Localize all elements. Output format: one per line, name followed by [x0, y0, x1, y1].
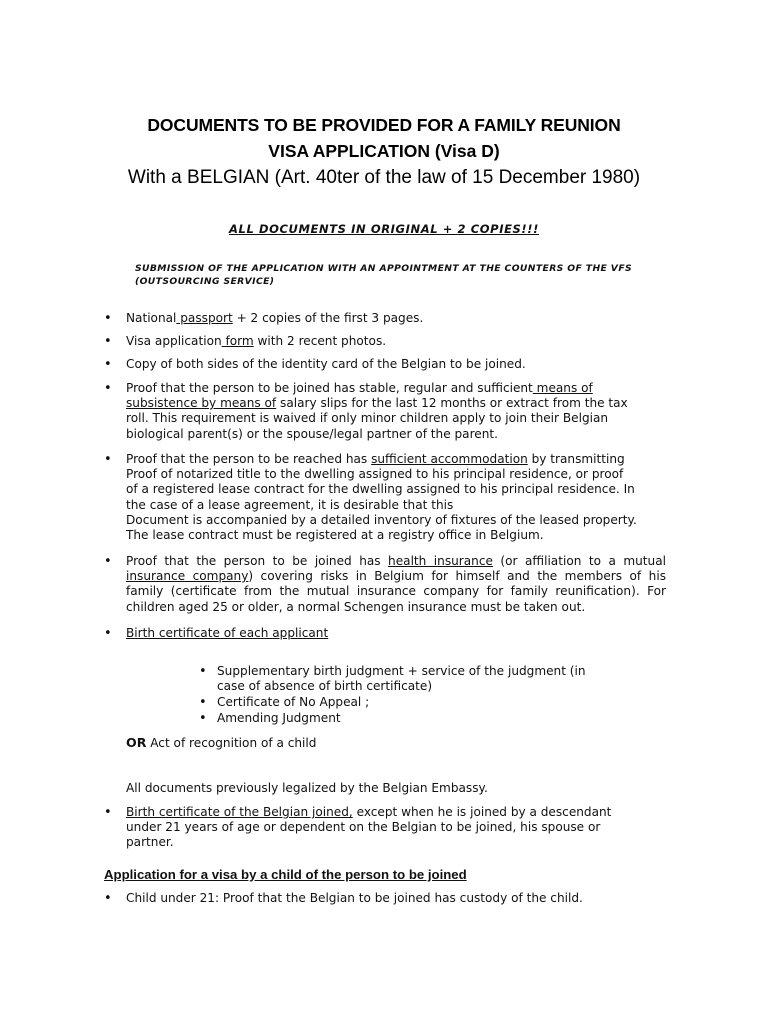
bullet-icon: •	[104, 805, 112, 820]
bullet-icon: •	[104, 891, 112, 906]
child-section-heading: Application for a visa by a child of the person to be joined	[104, 867, 467, 882]
submission-line-2: (OUTSOURCING SERVICE)	[135, 276, 275, 287]
bullet-icon: •	[199, 664, 207, 679]
bullet-icon: •	[199, 695, 207, 710]
submission-line-1: SUBMISSION OF THE APPLICATION WITH AN APPOINTMENT AT THE COUNTERS OF THE VFS	[135, 263, 633, 274]
document-title	[0, 112, 768, 192]
list-item-child-custody: Child under 21: Proof that the Belgian to be joined has custody of the child.	[126, 891, 583, 905]
bullet-icon: •	[104, 357, 112, 372]
legalized-note: All documents previously legalized by the Belgian Embassy.	[126, 781, 488, 795]
list-item-insurance: Proof that the person to be joined has health insurance (or affiliation to a mutual insurance company) covering risks in Belgium for himself and the members of his family (certificate from the mutual insurance company for family reunification). For children aged 25 or older, a normal Schengen insurance must be taken out.	[126, 554, 666, 614]
list-item-id-card: Copy of both sides of the identity card of the Belgian to be joined.	[126, 357, 526, 371]
list-item-passport: National passport + 2 copies of the first 3 pages.	[126, 311, 424, 325]
sub-item-birth-judgment: Supplementary birth judgment + service of the judgment (in case of absence of birth certificate)	[217, 664, 586, 694]
bullet-icon: •	[199, 711, 207, 726]
bullet-icon: •	[104, 554, 112, 569]
bullet-icon: •	[104, 452, 112, 467]
title-line-3: With a BELGIAN (Art. 40ter of the law of 15 December 1980)	[127, 167, 641, 188]
bullet-icon: •	[104, 626, 112, 641]
sub-item-no-appeal: Certificate of No Appeal ;	[217, 695, 370, 709]
bullet-icon: •	[104, 311, 112, 326]
list-item-belgian-birth-certificate: Birth certificate of the Belgian joined, except when he is joined by a descendant under 21 years of age or dependent on the Belgian to be joined, his spouse or partner.	[126, 805, 612, 850]
bullet-icon: •	[104, 381, 112, 396]
title-line-1: DOCUMENTS TO BE PROVIDED FOR A FAMILY REUNION	[147, 115, 621, 135]
submission-notice	[135, 262, 675, 288]
list-item-birth-certificate: Birth certificate of each applicant	[126, 626, 329, 640]
bullet-icon: •	[104, 334, 112, 349]
list-item-accommodation: Proof that the person to be reached has sufficient accommodation by transmitting Proof of notarized title to the dwelling assigned to his principal residence, or proof of a registered lease contract for the dwelling assigned to his principal residence. In the case of a lease agreement, it is desirable that this Document is accompanied by a detailed inventory of fixtures of the leased property. The lease contract must be registered at a registry office in Belgium.	[126, 452, 637, 543]
originals-notice: ALL DOCUMENTS IN ORIGINAL + 2 COPIES!!!	[229, 222, 539, 236]
list-item-subsistence: Proof that the person to be joined has stable, regular and sufficient means of subsistence by means of salary slips for the last 12 months or extract from the tax roll. This requirement is waived if only minor children apply to join their Belgian biological parent(s) or the spouse/legal partner of the parent.	[126, 381, 628, 441]
sub-item-amending-judgment: Amending Judgment	[217, 711, 341, 725]
title-line-2: VISA APPLICATION (Visa D)	[268, 141, 500, 161]
or-recognition-line: OR Act of recognition of a child	[126, 735, 317, 750]
list-item-form: Visa application form with 2 recent photos.	[126, 334, 387, 348]
